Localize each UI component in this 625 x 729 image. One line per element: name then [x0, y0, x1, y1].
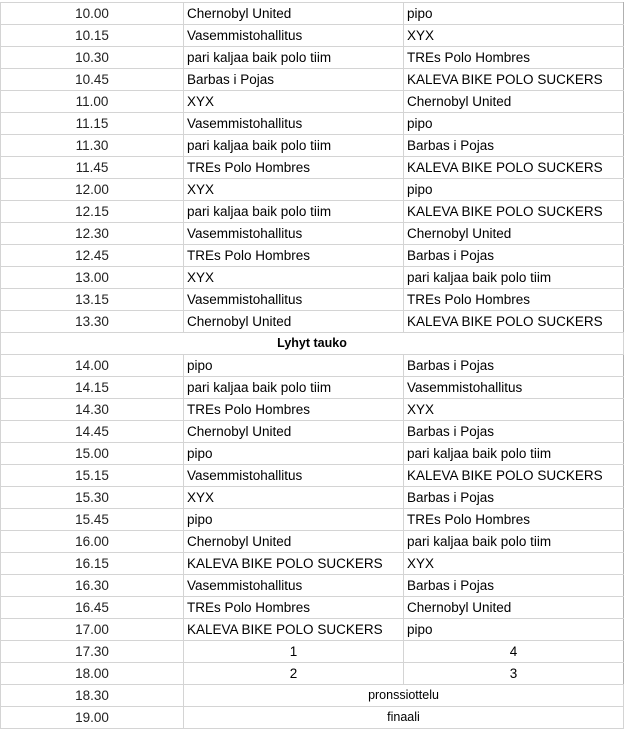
- away-team-cell[interactable]: TREs Polo Hombres: [404, 47, 624, 69]
- away-team-cell[interactable]: Barbas i Pojas: [404, 575, 624, 597]
- match-schedule-table: [0, 2, 624, 729]
- time-cell[interactable]: 13.15: [1, 289, 184, 311]
- time-cell[interactable]: 16.45: [1, 597, 184, 619]
- home-team-cell[interactable]: KALEVA BIKE POLO SUCKERS: [184, 619, 404, 641]
- time-cell[interactable]: 14.45: [1, 421, 184, 443]
- time-cell[interactable]: 16.00: [1, 531, 184, 553]
- home-seed-cell[interactable]: 1: [184, 641, 404, 663]
- match-row: [1, 663, 624, 685]
- match-row: [1, 245, 624, 267]
- match-row: [1, 641, 624, 663]
- away-team-cell[interactable]: pipo: [404, 113, 624, 135]
- home-team-cell[interactable]: Vasemmistohallitus: [184, 575, 404, 597]
- match-row: [1, 575, 624, 597]
- away-team-cell[interactable]: pari kaljaa baik polo tiim: [404, 267, 624, 289]
- time-cell[interactable]: 15.30: [1, 487, 184, 509]
- away-team-cell[interactable]: TREs Polo Hombres: [404, 509, 624, 531]
- schedule-body: [1, 3, 624, 729]
- match-row: [1, 179, 624, 201]
- time-cell[interactable]: 14.15: [1, 377, 184, 399]
- break-row: [1, 333, 624, 355]
- home-team-cell[interactable]: XYX: [184, 267, 404, 289]
- match-row: [1, 377, 624, 399]
- home-team-cell[interactable]: TREs Polo Hombres: [184, 597, 404, 619]
- match-row: [1, 465, 624, 487]
- home-team-cell[interactable]: XYX: [184, 91, 404, 113]
- time-cell[interactable]: 11.00: [1, 91, 184, 113]
- time-cell[interactable]: 13.00: [1, 267, 184, 289]
- time-cell[interactable]: 19.00: [1, 707, 184, 729]
- home-team-cell[interactable]: Chernobyl United: [184, 311, 404, 333]
- match-row: [1, 685, 624, 707]
- match-row: [1, 443, 624, 465]
- home-team-cell[interactable]: pari kaljaa baik polo tiim: [184, 135, 404, 157]
- home-team-cell[interactable]: TREs Polo Hombres: [184, 399, 404, 421]
- away-team-cell[interactable]: KALEVA BIKE POLO SUCKERS: [404, 157, 624, 179]
- home-team-cell[interactable]: XYX: [184, 487, 404, 509]
- away-team-cell[interactable]: XYX: [404, 399, 624, 421]
- away-team-cell[interactable]: KALEVA BIKE POLO SUCKERS: [404, 201, 624, 223]
- match-row: [1, 509, 624, 531]
- match-row: [1, 597, 624, 619]
- home-seed-cell[interactable]: 2: [184, 663, 404, 685]
- match-row: [1, 421, 624, 443]
- away-team-cell[interactable]: KALEVA BIKE POLO SUCKERS: [404, 69, 624, 91]
- home-team-cell[interactable]: KALEVA BIKE POLO SUCKERS: [184, 553, 404, 575]
- time-cell[interactable]: 10.30: [1, 47, 184, 69]
- match-row: [1, 47, 624, 69]
- time-cell[interactable]: 15.45: [1, 509, 184, 531]
- home-team-cell[interactable]: Vasemmistohallitus: [184, 25, 404, 47]
- away-team-cell[interactable]: Chernobyl United: [404, 597, 624, 619]
- time-cell[interactable]: 15.15: [1, 465, 184, 487]
- away-team-cell[interactable]: pari kaljaa baik polo tiim: [404, 443, 624, 465]
- away-team-cell[interactable]: pipo: [404, 179, 624, 201]
- time-cell[interactable]: 12.45: [1, 245, 184, 267]
- away-team-cell[interactable]: TREs Polo Hombres: [404, 289, 624, 311]
- away-team-cell[interactable]: pipo: [404, 3, 624, 25]
- time-cell[interactable]: 17.00: [1, 619, 184, 641]
- time-cell[interactable]: 13.30: [1, 311, 184, 333]
- away-team-cell[interactable]: Barbas i Pojas: [404, 487, 624, 509]
- time-cell[interactable]: 11.15: [1, 113, 184, 135]
- away-team-cell[interactable]: Barbas i Pojas: [404, 135, 624, 157]
- away-seed-cell[interactable]: 3: [404, 663, 624, 685]
- away-team-cell[interactable]: pari kaljaa baik polo tiim: [404, 531, 624, 553]
- home-team-cell[interactable]: Chernobyl United: [184, 531, 404, 553]
- home-team-cell[interactable]: Chernobyl United: [184, 3, 404, 25]
- home-team-cell[interactable]: pipo: [184, 355, 404, 377]
- away-team-cell[interactable]: Chernobyl United: [404, 91, 624, 113]
- match-row: [1, 289, 624, 311]
- home-team-cell[interactable]: pipo: [184, 443, 404, 465]
- break-label[interactable]: Lyhyt tauko: [1, 333, 624, 355]
- match-row: [1, 487, 624, 509]
- home-team-cell[interactable]: Vasemmistohallitus: [184, 465, 404, 487]
- time-cell[interactable]: 18.00: [1, 663, 184, 685]
- final-match-cell[interactable]: pronssiottelu: [184, 685, 624, 707]
- match-row: [1, 69, 624, 91]
- away-seed-cell[interactable]: 4: [404, 641, 624, 663]
- match-row: [1, 201, 624, 223]
- match-row: [1, 267, 624, 289]
- away-team-cell[interactable]: Barbas i Pojas: [404, 355, 624, 377]
- match-row: [1, 91, 624, 113]
- match-row: [1, 113, 624, 135]
- home-team-cell[interactable]: pari kaljaa baik polo tiim: [184, 201, 404, 223]
- away-team-cell[interactable]: pipo: [404, 619, 624, 641]
- home-team-cell[interactable]: pari kaljaa baik polo tiim: [184, 377, 404, 399]
- time-cell[interactable]: 11.45: [1, 157, 184, 179]
- match-row: [1, 399, 624, 421]
- match-row: [1, 157, 624, 179]
- time-cell[interactable]: 15.00: [1, 443, 184, 465]
- away-team-cell[interactable]: Chernobyl United: [404, 223, 624, 245]
- time-cell[interactable]: 10.45: [1, 69, 184, 91]
- time-cell[interactable]: 12.15: [1, 201, 184, 223]
- match-row: [1, 311, 624, 333]
- home-team-cell[interactable]: TREs Polo Hombres: [184, 245, 404, 267]
- final-match-cell[interactable]: finaali: [184, 707, 624, 729]
- away-team-cell[interactable]: KALEVA BIKE POLO SUCKERS: [404, 311, 624, 333]
- match-row: [1, 619, 624, 641]
- match-row: [1, 707, 624, 729]
- home-team-cell[interactable]: Vasemmistohallitus: [184, 223, 404, 245]
- home-team-cell[interactable]: TREs Polo Hombres: [184, 157, 404, 179]
- time-cell[interactable]: 10.15: [1, 25, 184, 47]
- away-team-cell[interactable]: XYX: [404, 553, 624, 575]
- home-team-cell[interactable]: Chernobyl United: [184, 421, 404, 443]
- time-cell[interactable]: 11.30: [1, 135, 184, 157]
- match-row: [1, 355, 624, 377]
- home-team-cell[interactable]: Vasemmistohallitus: [184, 113, 404, 135]
- match-row: [1, 25, 624, 47]
- time-cell[interactable]: 16.15: [1, 553, 184, 575]
- match-row: [1, 531, 624, 553]
- time-cell[interactable]: 14.30: [1, 399, 184, 421]
- time-cell[interactable]: 18.30: [1, 685, 184, 707]
- home-team-cell[interactable]: Vasemmistohallitus: [184, 289, 404, 311]
- away-team-cell[interactable]: KALEVA BIKE POLO SUCKERS: [404, 465, 624, 487]
- away-team-cell[interactable]: Barbas i Pojas: [404, 245, 624, 267]
- time-cell[interactable]: 12.00: [1, 179, 184, 201]
- home-team-cell[interactable]: pari kaljaa baik polo tiim: [184, 47, 404, 69]
- away-team-cell[interactable]: Vasemmistohallitus: [404, 377, 624, 399]
- away-team-cell[interactable]: Barbas i Pojas: [404, 421, 624, 443]
- time-cell[interactable]: 10.00: [1, 3, 184, 25]
- time-cell[interactable]: 17.30: [1, 641, 184, 663]
- home-team-cell[interactable]: Barbas i Pojas: [184, 69, 404, 91]
- away-team-cell[interactable]: XYX: [404, 25, 624, 47]
- home-team-cell[interactable]: XYX: [184, 179, 404, 201]
- home-team-cell[interactable]: pipo: [184, 509, 404, 531]
- time-cell[interactable]: 12.30: [1, 223, 184, 245]
- match-row: [1, 553, 624, 575]
- time-cell[interactable]: 16.30: [1, 575, 184, 597]
- match-row: [1, 3, 624, 25]
- match-row: [1, 223, 624, 245]
- match-row: [1, 135, 624, 157]
- time-cell[interactable]: 14.00: [1, 355, 184, 377]
